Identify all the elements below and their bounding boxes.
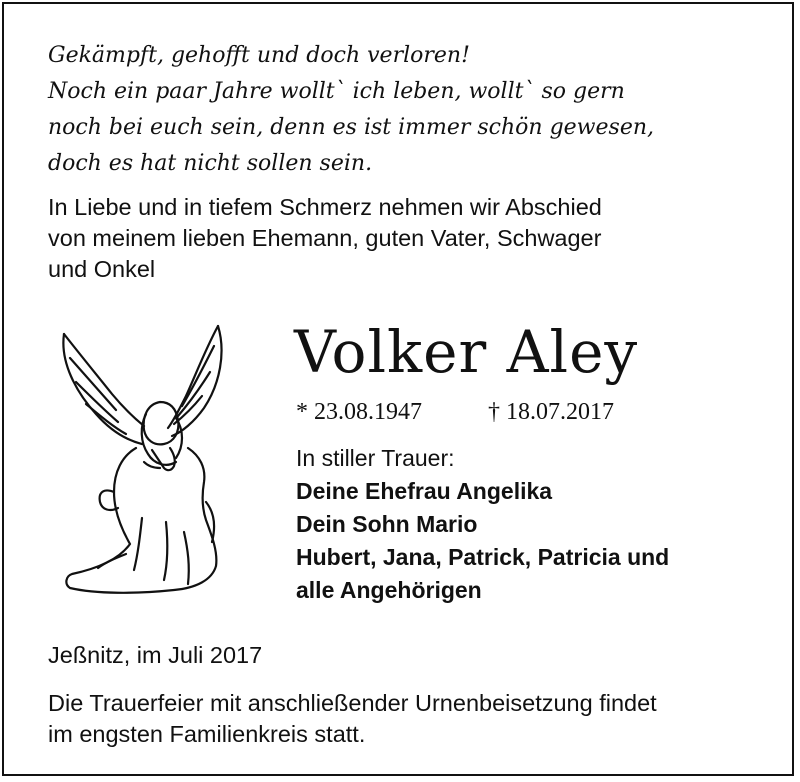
poem-line: Gekämpft, gehofft und doch verloren! [48,43,470,68]
birth-date: * 23.08.1947 [296,399,422,425]
death-date: † 18.07.2017 [488,399,614,425]
place-date: Jeßnitz, im Juli 2017 [48,642,263,668]
farewell-line: von meinem lieben Ehemann, guten Vater, Schwager [48,225,602,251]
poem-verse [48,38,788,182]
poem-line: Noch ein paar Jahre wollt` ich leben, wollt` so gern [48,79,625,104]
deceased-name: Volker Aley [294,318,639,386]
farewell-text [48,192,788,285]
mourner-line: Dein Sohn Mario [296,511,478,537]
mourners-block [296,442,776,607]
poem-line: noch bei euch sein, denn es ist immer schön gewesen, [48,115,654,140]
obituary-frame [2,2,794,776]
farewell-line: In Liebe und in tiefem Schmerz nehmen wir Abschied [48,194,602,220]
service-line: im engsten Familienkreis statt. [48,721,366,747]
mourner-line: Hubert, Jana, Patrick, Patricia und [296,544,670,570]
poem-line: doch es hat nicht sollen sein. [48,151,373,176]
farewell-line: und Onkel [48,256,156,282]
mourner-line: Deine Ehefrau Angelika [296,478,553,504]
mourners-heading: In stiller Trauer: [296,445,455,471]
mourner-line: alle Angehörigen [296,577,482,603]
life-dates [296,397,614,427]
service-notice [48,688,788,750]
service-line: Die Trauerfeier mit anschließender Urnenbeisetzung findet [48,690,657,716]
angel-icon [56,322,236,602]
